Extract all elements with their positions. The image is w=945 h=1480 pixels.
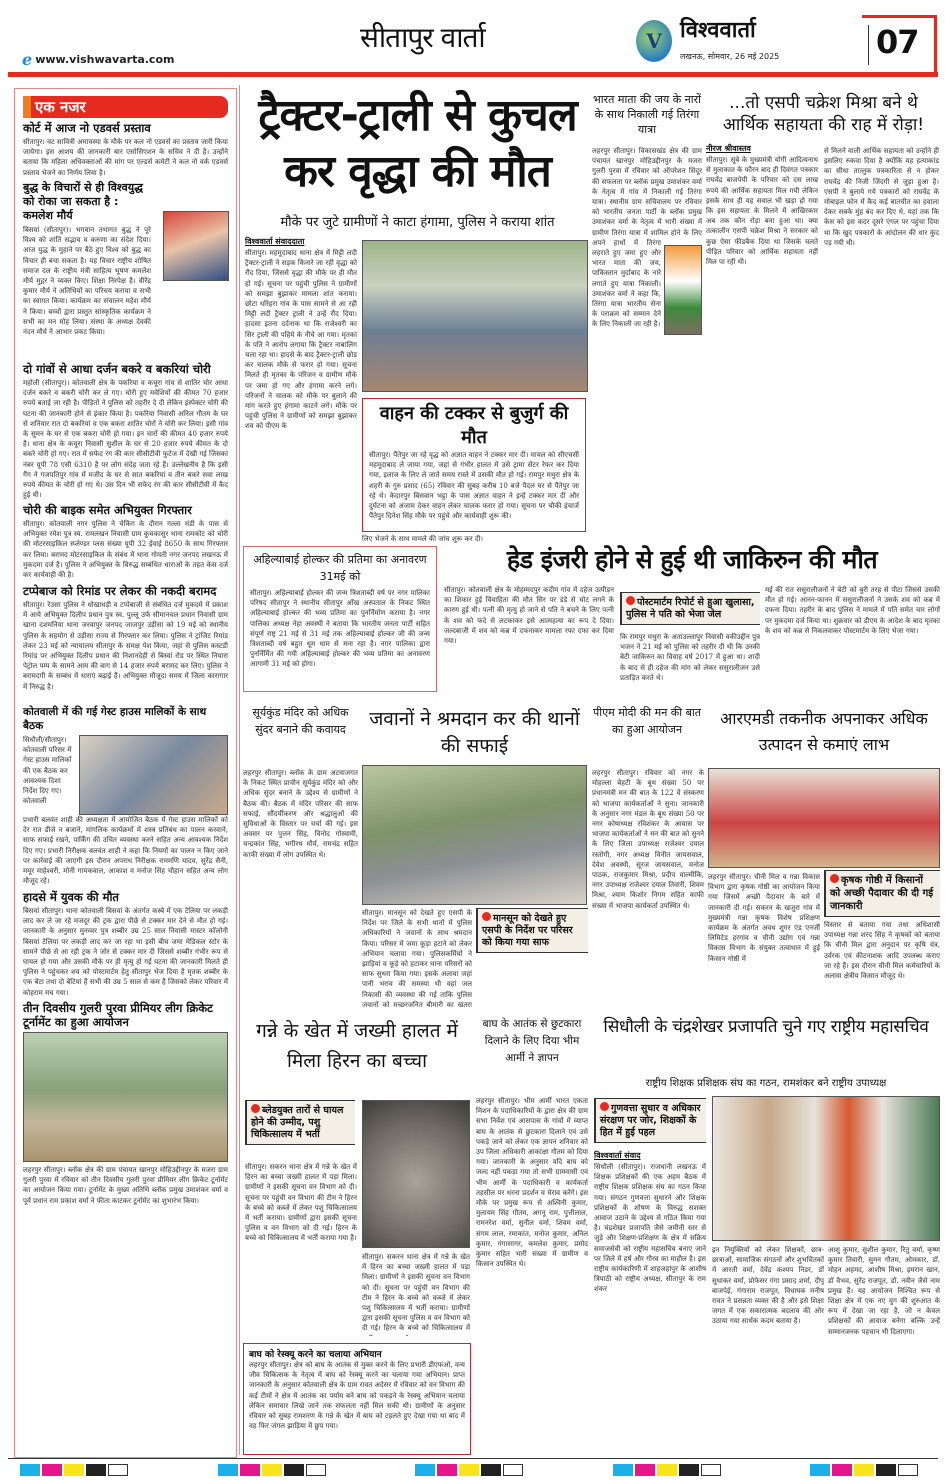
story-headline: कोर्ट में आज नो एडवर्स प्रस्ताव	[23, 121, 151, 135]
ahilya-box	[243, 546, 437, 692]
speaker-photo	[163, 211, 229, 281]
rmd-body: लहरपुर सीतापुर। चीनी मिल व गन्ना विकास विभाग द्वारा कृषक गोष्ठी का आयोजन किया गया जिसमें अच्छी पैदावार के बारे में जानकारी दी गई। सकरन के खजुरा गांव में मुख्यमंत्री गन्ना कृषक विशेष प्रशिक्षण कार्यक्रम के अंतर्गत अवध शुगर एंड एनर्जी लिमिटेड हरगांव व चीनी उद्योग एवं गन्ना विकास विभाग के संयुक्त तत्वाधान में हुई किसान गोष्ठी में	[708, 873, 820, 963]
shramdaan-headline: जवानों ने श्रमदान कर की थानों की सफाई	[369, 708, 580, 757]
ek-nazar-column	[14, 88, 237, 1458]
deer-photo	[362, 1100, 470, 1248]
cmyk-marks	[810, 1461, 920, 1480]
mann-ki-baat-headline: पीएम मोदी की मन की बात का हुआ आयोजन	[592, 706, 702, 736]
cmyk-marks	[218, 1461, 328, 1480]
tiranga-column	[592, 146, 702, 538]
sidhauli-body: सिधौली (सीतापुर)। राजधानी लखनऊ में शिक्षक प्रशिक्षकों की एक अहम बैठक में राष्ट्रीय शिक्षक प्रशिक्षक संघ का गठन किया गया। संगठन गुणवत्ता सुधारने और शिक्षक प्रशिक्षकों के शोषण के विरुद्ध सशक्त आवाज उठाने के उद्देश्य से गठित किया गया है। चंद्रशेखर प्रजापति जैसे जमीनी स्तर से जुड़े और शिक्षण-प्रशिक्षण के क्षेत्र में सक्रिय समाजसेवी को राष्ट्रीय महासचिव बनाए जाने पर जिले में हर्ष और गौरव का माहौल है। इस राष्ट्रीय कार्यकारिणी में शाहजहांपुर के आशीष त्रिपाठी को राष्ट्रीय अध्यक्ष, सीतापुर के राम शंकर	[594, 1163, 706, 1294]
rmd-body-2: विस्तार से बताया गया तथा अधिशासी उपाध्यक्ष गन्ना शरद सिंह ने कृषकों को बताया कि चीनी मिल द्वारा अनुदान पर कृषि यंत्र, उर्वरक एवं कीटनाशक आदि उपलब्ध कराए जा रहे हैं। इस दौरान चीनी मिल कर्मचारियों के अलावा क्षेत्रीय किसान मौजूद थे।	[824, 921, 940, 981]
sp-body-2: से मिलने वाली आर्थिक सहायता को उन्होंने ही इसलिए रुकवा दिया है क्योंकि यह हत्याकांड का सीधा तात्लुक पत्रकारिता से न होकर राघवेंद्र की निजी जिंदगी से जुड़ा हुआ है। एसपी ने बुलाये गये पत्रकारों को राघवेंद्र के मोबाइल फोन में कैद कई बातचीत का हवाला देकर सबके मुंह बंद कर दिए थे, यहां तक कि केस को इस कदर दूसरे एंगल पर पहुंचा दिया था कि खुद पत्रकारों के आंदोलन की धार कुंद पड़ गयी थी।	[824, 147, 939, 247]
story-headline: हादसे में युवक की मौत	[23, 890, 119, 904]
cmyk-marks	[613, 1461, 723, 1480]
tiranga-photo	[664, 245, 702, 335]
bullet-icon	[830, 874, 839, 883]
page-number: 07	[876, 23, 919, 61]
story-body: प्रभारी बलवंत शाही की अध्यक्षता में आयोजित बैठक में गेस्ट हाउस मालिकों को देर रात डीजे न बजाने, मांगलिक कार्यक्रमों में शस्त्र प्रतिबंध का पालन करवाने, साफ सफाई रखने, पार्किंग की उचित व्यवस्था करने सहित अन्य आवश्यक निर्देश दिए गए। प्रभारी निरीक्षक बलवंत शाही ने कहा कि नियमों का पालन न किए जाने पर कार्रवाई की जाएगी इस दौरान अपराध निरीक्षक राममणि यादव, सुरेंद्र सैनी, मयूर माहेश्वरी, मोनी गायकवाल, आकाश व मनोज सिंह चौहान सहित अन्य लोग मौजूद रहे।	[23, 816, 228, 886]
cricket-photo	[23, 1032, 228, 1162]
cmyk-marks	[415, 1461, 525, 1480]
highlight-text: कृषक गोष्ठी में किसानों को अच्छी पैदावार की दी गई जानकारी	[830, 875, 934, 912]
site-url[interactable]: e www.vishwavarta.com	[22, 50, 175, 69]
rmd-highlight	[824, 870, 940, 917]
felicitation-photo	[712, 1096, 940, 1241]
brand-logo: V	[636, 20, 672, 62]
boxed-story	[362, 398, 586, 532]
dateline: लखनऊ, सोमवार, 26 मई 2025	[680, 52, 780, 61]
sp-body: सीतापुर। सूबे के मुख्यमंत्री योगी आदित्यनाथ से मुलाकात के फौरन बाद ही दिवंगत पत्रकार राघवेंद्र बाजपेयी के परिवार को दस लाख रुपये की आर्थिक सहायता मिल गयी लेकिन इसके साथ ही यह सवाल भी खड़ा हो गया कि इस सहायता के मिलने में आखिरकार अब तक कौन रोड़ा बना हुआ था। क्या तत्कालीन एसपी चक्रेश मिश्रा ने सरकार को कुछ ऐसा फीडबैक दिया था जिसके चलते पीड़ित परिवार को आर्थिक सहायता नहीं मिल पा रही थी।	[706, 156, 818, 267]
rmd-headline: आरएमडी तकनीक अपनाकर अधिक उत्पादन से कमाएं लाभ	[720, 709, 928, 754]
story-headline: बुद्ध के विचारों से ही विश्वयुद्ध को रोका जा सकता है : कमलेश मौर्य	[23, 181, 143, 222]
sidhauli-headline: सिधौली के चंद्रशेखर प्रजापति चुने गए राष्ट्रीय महासचिव	[603, 1017, 929, 1037]
lead-headline: ट्रैक्टर-ट्राली से कुचल कर वृद्धा की मौत	[258, 90, 577, 197]
cmyk-marks	[20, 1461, 130, 1480]
suryakund-body: लहरपुर सीतापुर। ब्लॉक के ग्राम अटवाजगत के निकट स्थित प्राचीन सूर्यकुंड मंदिर को और अधिक सुंदर बनाने के उद्देश्य से ग्रामीणों ने बैठक की। बैठक में मंदिर परिसर की साफ सफाई, सौंदर्यीकरण और श्रद्धालुओं की सुविधाओं के विस्तार पर चर्चा की गई। इस अवसर पर पुत्तन सिंह, विनोद गोस्वामी, चन्द्रकांत सिंह, भगीरथ मौर्य, रामचंद्र सहित काफी संख्या में लोग उपस्थित थे।	[243, 769, 358, 859]
story-body: सीतापुर। वट सावित्री अमावस्या के मौके पर कल नो एडवर्स का प्रस्ताव जारी किया जायेगा। इस आशय की जानकारी बार एसोसिएशन के सचिव ने दी है। उन्होंने बताया कि महिला अधिवक्ताओं की मांग पर एल्डर्स कमेटी ने कल नो वर्क एडवर्स प्रस्ताव भेजने का निर्णय लिया है।	[23, 138, 228, 177]
mann-ki-baat-body: लहरपुर सीतापुर। रविवार को नगर के मोहल्ला बेहटी के बूथ संख्या 50 पर प्रधानमंत्री मन की बात के 122 वें संस्करण को भाजपा कार्यकर्ताओं ने सुना। जानकारी के अनुसार नगर मंडल के बूथ संख्या 50 पर नगर कोषाध्यक्ष रविशंकर के आवास पर भाजपा कार्यकर्ताओं ने मन की बात को सुनने के लिए जिला उपाध्यक्ष राजेश्वर दयाल रस्तोगी, नगर अध्यक्ष विनीत जायसवाल, देवेश अवस्थी, सूरज जायसवाल, मनोज पाठक, राजकुमार मिश्रा, प्रदीप वाल्मीकि, नगर उपाध्यक्ष राजेश्वर दयाल तिवारी, शिवम मिश्रा, श्याम किशोर निगम सहित काफी संख्या में भाजपा कार्यकर्ता उपस्थित थे।	[592, 769, 704, 910]
head-injury-headline: हेड इंजरी होने से हुई थी जाकिरुन की मौत	[506, 545, 878, 574]
header-rule	[8, 72, 938, 77]
bullet-icon	[626, 596, 635, 605]
deer-body: सीतापुर। सकरन थाना क्षेत्र में गन्ने के खेत में हिरन का बच्चा जख्मी हालत में पड़ा मिला। ग्रामीणों ने इसकी सूचना वन विभाग को दी। सूचना पर पहुंची वन विभाग की टीम ने हिरन के बच्चे को कब्जे में लेकर पशु चिकित्सालय में भर्ती कराया। ग्रामीणों द्वारा इसकी सूचना पुलिस व वन विभाग को दी गई। हिरन के बच्चे को चिकित्सालय में भर्ती कराया गया है।	[245, 1163, 357, 1243]
boxed-body: सीतापुर। पैंतेपुर जा रहे वृद्ध को अज्ञात वाहन ने टक्कर मार दी। घायल को सीएचसी महमूदाबाद ले जाया गया, जहां से गंभीर हालत में उसे ट्रामा सेंटर रेफर कर दिया गया, इलाज के लिए ले जाते समय रास्ते में उसकी मौत हो गई। रामपुर मथुरा क्षेत्र के शहरी के गुरु प्रसाद (65) रविवार की सुबह करीब 10 बजे पैदल घर से पैंतेपुर जा रहे थे। केदारपुर बिसवान भट्ठा के पास अज्ञात वाहन ने इन्हें टक्कर मार दी और दुर्घटना को अंजाम देकर वाहन लेकर चालक फरार हो गया। सूचना पर चौकी इंचार्ज पैंतेपुर दिनेश सिंह मौके पर पहुंचे और कार्यवाही शुरू की।	[369, 451, 579, 521]
farmers-meeting-photo	[708, 768, 940, 868]
highlight-text: पोस्टमार्टम रिपोर्ट से हुआ खुलासा, पुलिस ने पति को भेजा जेल	[626, 597, 755, 620]
head-injury-body-3: मई की रात ससुरालीजनों ने बेटी को बुरी तरह से पीटा जिससे उसकी मौत हो गई। आनन-फानन में ससुरालीजनों ने उसके शव को कब्र में दफना दिया। तहरीर के बाद पुलिस ने मामले में पति समेत चार लोगों पर मुकदमा दर्ज किया था। शुक्रवार को डीएम के आदेश के बाद मृतका के शव को कब्र से निकलवाकर पोस्टमार्टम के लिए भेजा गया।	[765, 586, 940, 635]
tiger-rescue-box	[243, 1343, 471, 1455]
ek-nazar-title: एक नजर	[35, 98, 86, 116]
brand-name: विश्ववार्ता	[680, 18, 756, 43]
section-title: सीतापुर वार्ता	[360, 21, 485, 54]
story-headline: टप्पेबाज को रिमांड पर लेकर की नकदी बरामद	[23, 584, 217, 598]
story-headline: तीन दिवसीय गुलरी पुरवा प्रीमियर लीग क्रिकेट टूर्नामेंट का हुआ आयोजन	[23, 1001, 213, 1029]
story-body: बिसवां सीतापुर। थाना कोतवाली बिसवां के अंतर्गत कस्बे में एक टेलिया पर लकड़ी लाद कर ले जा रहे मजदूर की ट्रक द्वारा पीछे से टक्कर मार देने से मौत हो गई। जानकारी के अनुसार मुनव्वर पुत्र शब्बीर उम्र 25 साल निवासी मास्टर कॉलोनी बिसवां टेलिया पर लकड़ी लाद कर जा रहा था इसी बीच जमा मेडिकल स्टोर के सामने पीछे से आ रही ट्रक ने जोर से टक्कर मार दी जिससे शब्बीर गंभीर रूप से घायल हो गया और उसकी मौके पर ही मृत्यु हो गई घटना की जानकारी मिलते ही पुलिस ने पहुंचकर शव को पोस्टमार्टम हेतु सीतापुर भेज दिया है मृतक शब्बीर के एक बेटा तथा दो बेटियां हैं सभी की उम्र 5 साल से कम है जिसको लेकर परिवार में कोहराम मच गया।	[23, 907, 228, 997]
tiger-rescue-headline: बाघ को रेस्क्यू करने का चलाया अभियान	[249, 1350, 382, 1360]
highlight-text: गुणवत्ता सुधार व अधिकार संरक्षण पर जोर, शिक्षकों के हित में हुई पहल	[600, 1103, 701, 1138]
deer-headline: गन्ने के खेत में जख्मी हालत में मिला हिरन का बच्चा	[256, 1020, 458, 1072]
ahilya-body: सीतापुर। अहिल्याबाई होल्कर की जन्म त्रिशताब्दी वर्ष पर नगर पालिका परिषद सीतापुर ने स्थानीय सीतापुर आँख अस्पताल के निकट स्थित अहिल्याबाई होल्कर की भव्य प्रतिमा का पुनर्निर्माण कराया है। नगर पालिका अध्यक्ष नेहा अवस्थी ने बताया कि भारतीय जनता पार्टी सहित संपूर्ण राष्ट्र 21 मई से 31 मई तक अहिल्याबाई होल्कर जी की जन्म त्रिशताब्दी वर्ष बहुत धूम धाम से मना रहा है। नगर पालिका द्वारा पुनर्निर्मित की गयी अहिल्याबाई होल्कर की भव्य प्रतिमा का अनावरण आगामी 31 मई को होगा।	[250, 589, 430, 669]
deer-highlight	[245, 1100, 355, 1145]
head-injury-body-2: कि रामपुर मथुरा के अताउल्लापुर निवासी वकीउद्दीन पुत्र भजन ने 21 मई को पुलिस को तहरीर दी थी कि उनकी बेटी जाकिरुन का विवाह वर्ष 2017 में हुआ था। शादी के बाद से ही दहेज की मांग को लेकर ससुरालीजन उसे प्रताड़ित करते थे।	[620, 633, 760, 682]
page-divider	[868, 25, 869, 65]
sp-byline: नीरज श्रीवास्तव	[706, 144, 751, 153]
head-injury-body: सीतापुर। कोतवाली क्षेत्र के मोहम्मदपुर कदीम गांव में दहेज उत्पीड़न का शिकार हुई विवाहिता की मौत सिर पर डंडे से चोट लगने के कारण हुई थी। पत्नी की मृत्यु हो जाने से पति ने बचने के लिए पत्नी के शव को फंदे से लटकाकर इसे आत्महत्या का रूप दे दिया। जल्दबाजी में शव को कब्र में दफनाकर मामला रफा दफा कर दिया गया।	[444, 586, 614, 646]
sidhauli-body-2: इन नियुक्तियों को लेकर शिक्षकों, छात्र-छात्राओं, सामाजिक संगठनों और शुभचिंतकों में आरती वर्मा, देवेंद्र कश्यप निडर, डॉ सुधाकर वर्मा, प्रोफेसर गंगा प्रसाद शर्मा, दीपू बाजपेई, गंगाराम राजपूत, विधायक मनीष रावत ने प्रसन्नता व्यक्त की है और इसे शिक्षा जगत में एक सकारात्मक बदलाव की ओर उठाया गया सार्थक कदम बताया है।	[712, 1246, 824, 1326]
deer-body-2: सीतापुर। सकरन थाना क्षेत्र में गन्ने के खेत में हिरन का बच्चा जख्मी हालत में पड़ा मिला। ग्रामीणों ने इसकी सूचना वन विभाग को दी। सूचना पर पहुंची वन विभाग की टीम ने हिरन के बच्चे को कब्जे में लेकर पशु चिकित्सालय में भर्ती कराया। ग्रामीणों द्वारा इसकी सूचना पुलिस व वन विभाग को दी गई। हिरन के बच्चे को चिकित्सालय में	[362, 1253, 470, 1333]
bullet-icon	[251, 1104, 260, 1113]
browser-e-icon: e	[22, 50, 33, 69]
villagers-photo	[362, 240, 588, 392]
head-injury-highlight	[620, 592, 760, 625]
suryakund-headline: सूर्यकुंड मंदिर को अधिक सुंदर बनाने की कवायद	[252, 706, 349, 736]
ahilya-headline: अहिल्याबाई होल्कर की प्रतिमा का अनावरण 31मई को	[253, 553, 427, 583]
tiranga-headline: भारत माता की जय के नारों के साथ निकाली गई तिरंगा यात्रा	[593, 93, 701, 136]
sidhauli-byline: विश्ववार्ता संवाद	[594, 1151, 641, 1160]
boxed-headline: वाहन की टक्कर से बुजुर्ग की मौत	[379, 403, 569, 448]
story-headline: चोरी की बाइक समेत अभियुक्त गिरफ्तार	[23, 503, 192, 517]
lead-byline: विश्ववार्ता संवाददाता	[245, 237, 305, 246]
highlight-text: ब्लेडयुक्त तारों से घायल होने की उम्मीद, पशु चिकित्सालय में भर्ती	[251, 1105, 344, 1140]
story-headline: दो गांवों से आधा दर्जन बकरे व बकरियां चोरी	[23, 362, 211, 376]
tiger-rescue-body: लहरपुर सीतापुर। क्षेत्र को बाघ के आतंक से मुक्त करने के लिए प्रभारी डीएफओ, वन्य जीव चिकित्सक के नेतृत्व में बाघ को रेस्क्यू करने का चलाया गया अभियान। प्राप्त जानकारी के अनुसार कोतवाली क्षेत्र के ग्राम रावत अदेसर में रविवार को वन विभाग की कई टीमों ने क्षेत्र में आतंक का पर्याय बने बाघ को पकड़ने के रेस्क्यू अभियान चलाया लेकिन समाचार लिखे जाने तक सफलता नहीं मिल सकी थी। ग्रामीणों के अनुसार रविवार को सुबह रामशरण के गन्ने के खेत में बाघ को टहलते हुए देखा गया था बाद में वह फिर जंगल झाड़िया में छुप गया।	[249, 1361, 465, 1431]
story-body: लहरपुर सीतापुर। ब्लॉक क्षेत्र की ग्राम पंचायत खानपुर मोहिउद्दीनपुर के मजरा ग्राम गुलरी पुरवा में रविवार को तीन दिवसीय गुलरी पुरवा प्रीमियर लीग क्रिकेट टूर्नामेंट का आयोजन किया गया। टूर्नामेंट के मुख्य अतिथि ब्लॉक प्रमुख उमाशंकर वर्मा व पूर्व प्रधान राम प्रकाश वर्मा ने फीता काटकर टूर्नामेंट का शुभारंभ किया।	[23, 1166, 228, 1205]
bottom-rule	[8, 1458, 938, 1459]
column-rule	[239, 85, 240, 1455]
sp-headline: ...तो एसपी चक्रेश मिश्रा बने थे आर्थिक सहायता की राह में रोड़ा!	[722, 93, 925, 135]
shramdaan-body: सीतापुर। मानसून को देखते हुए एसपी के निर्देश पर जिले के सभी थानों में पुलिस अधिकारियों ने जवानों के साथ श्रमदान किया। परिसर में जमा कूड़ा हटाने को लेकर अभियान चलाया गया। पुलिसकर्मियों ने झाड़ियां व कूड़े को हटाकर थाना परिसरों को साफ सुथरा किया गया। इसके अलावा जहां पानी भराव की समस्या थी वहां जल निकासी की व्यवस्था की गई ताकि पुलिस जवानों को मच्छरजनित बीमारी का खतरा	[362, 909, 472, 1008]
sidhauli-body-3: आशु कुमार, सुशील कुमार, रितु वर्मा, कृष्ण कुमार तिवारी, सुमन गौतम, ओमकार, डॉ. मोहन अहमद, आशीष मिश्रा, इमरान खान, डॉ वैभव, सुरेंद्र राजपूत, डॉ. नवीन जैसे नाम प्रमुख हैं। यह आयोजन निश्चित रूप से शिक्षा क्षेत्र में एक नए युग की शुरुआत के रूप में देखा जा रहा है, जो न केवल प्रशिक्षकों की आवाज बनेगा बल्कि उन्हें सम्मानजनक पहचान भी दिलाएगा।	[828, 1246, 940, 1336]
bullet-icon	[600, 1102, 609, 1111]
bullet-icon	[482, 912, 491, 921]
lead-body-end: लिए भेजने के साथ मामले की जांच शुरू कर दी।	[362, 535, 484, 543]
ek-nazar-banner	[23, 96, 228, 118]
highlight-text: मानसून को देखते हुए एसपी के निर्देश पर परिसर को किया गया साफ	[482, 913, 573, 948]
shramdaan-highlight	[476, 908, 588, 953]
sidhauli-subheadline: राष्ट्रीय शिक्षक प्रशिक्षक संघ का गठन, रामशंकर बने राष्ट्रीय उपाध्यक्ष	[645, 1078, 887, 1089]
bheem-army-headline: बाघ के आतंक से छुटकारा दिलाने के लिए दिया भीम आर्मी ने ज्ञापन	[482, 1018, 582, 1064]
story-headline: कोतवाली में की गई गेस्ट हाउस मालिकों के साथ बैठक	[23, 706, 207, 732]
lead-subheadline: मौके पर जुटे ग्रामीणों ने काटा हंगामा, पुलिस ने कराया शांत	[280, 215, 555, 230]
meeting-photo	[79, 735, 228, 815]
story-body: सीतापुर। कोतवाली नगर पुलिस ने चेकिंग के दौरान गल्ला मंडी के पास से अभियुक्त रमेश पुत्र स्व. रामलखन निवासी ग्राम कुचकासुर थाना रामकोट को चोरी की मोटरसाइकिल स्प्लेण्डर प्लस संख्या यूपी 32 ईवाई 8650 के साथ गिरफ्तार कर लिया। बरामद मोटरसाइकिल के संबंध में थाना गोमती नगर जनपद लखनऊ में मुकदमा दर्ज है। पुलिस ने अभियुक्त के विरुद्ध सम्बंधित धाराओं के तहत केस दर्ज कर कार्यवाही की है।	[23, 520, 228, 580]
story-body: सीतापुर। रेउसा पुलिस ने धोखाधड़ी व टप्पेबाजी से संबंधित दर्ज मुकदमे में प्रकाश में आये अभियुक्त दिलीप प्रधान पुत्र स्व. पुल्लू उर्फ सीमानचल प्रधान निवासी ग्राम खाना दशमनिया थाना जरवापुर जनपद जाजपुर उड़ीसा को 19 मई को स्थानीय पुलिस के सहयोग से उड़ीसा राज्य से गिरफ्तार कर लिया। पुलिस ने ट्रांजिट रिमांड लेकर 23 मई को न्यायालय सीतापुर के समक्ष पेश किया, जहां से पुलिस कस्टडी रिमांड पर अभियुक्त दिलीप प्रधान की निशानदेही से बिस्वां रोड पर स्थित नियारा पेट्रोल पम्प के सामने आम की बाग से 14 हजार रुपये बरामद कर लिए। पुलिस ने बरामदगी के सम्बंध में धाराएं बढ़ाई हैं। अभियुक्त मौजूदा समय में जिला कारागार में निरुद्ध है।	[23, 601, 228, 691]
lead-body: सीतापुर। महमूदाबाद थाना क्षेत्र में मिट्टी लदी ट्रैक्टर-ट्राली ने सड़क किनारे जा रही वृद्धा को रौंद दिया, जिससे वृद्धा की मौके पर ही मौत हो गई। सूचना पर पहुंची पुलिस ने ग्रामीणों को समझा बुझाकर मामला शांत कराया। छोटा धरिहरा गांव के पास सामने से आ रही मिट्टी लदी ट्रैक्टर ट्राली ने उन्हें रौंद दिया। हादसा इतना दर्दनाक था कि राजेश्वरी का सिर ट्राली की पहिये के नीचे आ गया। मृतका के पति ने आरोप लगाया कि ट्रैक्टर नाबालिग चला रहा था। हादसे के बाद ट्रैक्टर-ट्राली छोड़ कर चालक मौके से फरार हो गया। सूचना मिलते ही मृतका के परिजन व ग्रामीण मौके पर जमा हो गए और हंगामा करने लगे। परिजनों ने चालक को मौके पर बुलाने की मांग करते हुए हंगामा काटने लगे। मौके पर पहुंची पुलिस ने ग्रामीणों को समझा बुझाकर शव को पीएम के	[245, 249, 357, 431]
bheem-army-body: लहरपुर सीतापुर। भीम आर्मी भारत एकता मिशन के पदाधिकारियों के द्वारा क्षेत्र की ग्राम सभा निर्वेश एवं आसपास के गांवों में व्याप्त बाघ के आतंक से छुटकारा दिलाने एवं उसे पकड़े जाने को लेकर एक ज्ञापन शनिवार को उप जिला अधिकारी आकांक्षा गौतम को दिया गया। जानकारी के अनुसार यदि बाघ को जल्द नहीं पकड़ा गया तो सभी ग्रामवासी एवं भीम आर्मी के पदाधिकारी व कार्यकर्ता तहसील पर धरना प्रदर्शन व घेराव करेंगे। इस मौके पर प्रमुख रूप से अश्विनी कुमार, मुलायम सिंह गौतम, अगनू राम, पुत्तीलाल, रामनरेश वर्मा, सुनील वर्मा, शिवम वर्मा, संगम लाल, रमाकांत, मनोज कुमार, अनिल कुमार, गंगासागर, कमलेश कुमार, प्रमोद कुमार सहित भारी संख्या में ग्रामीण व किसान उपस्थित थे।	[476, 1097, 588, 1269]
story-body: सिधौली/सीतापुर। कोतवाली परिसर में गेस्ट हाउस मालिकों की एक बैठक कर आवश्यक दिशा निर्देश दिए गए। कोतवाली	[23, 736, 72, 806]
cleaning-photo	[362, 765, 587, 905]
story-body: महोली (सीतापुर)। कोतवाली क्षेत्र के पकरिया व कचूरा गांव से शातिर चोर आधा दर्जन बकरे व बकरी चोरी कर ले गए। चोरी हुए मवेशियों की कीमत 70 हजार रुपये बताई जा रही है। पीड़ितों ने पुलिस को तहरीर दे दी लेकिन इंस्पेक्टर चोरी की घटना की जानकारी होने से इंकार किया है। पकरिया निवासी अनिल गौतम के घर से शनिवार रात दो बकरियां व एक बकरा शातिर चोरों ने चोरी कर लिया। इसी गांव के सुमन के घर से एक बकरा चोरी हो गया। इन चारों की कीमत 40 हजार रुपये है। थाना क्षेत्र के कचूरा निवासी सुशील के घर से 20 हजार रुपये कीमत के दो बकरे चोरी हो गए। रात में सफेद रंग की कार सीसीटीवी फुटेज में देखी गई जिसका नंबर यूपी 78 एसी 6310 है पर लोग संदेह जता रहे हैं। उल्लेखनीय है कि इसी गैंग ने गजपतिपुर गांव में मजीद के घर से सात बकरियां व तीन बकरे सवा लाख रुपये कीमत के चोरी हो गए थे। उस दिन भी सफेद रंग की कार सीसीटीवी में कैद हुई थी।	[23, 379, 228, 500]
color-registration-bar	[20, 1461, 920, 1480]
sidhauli-highlight	[594, 1098, 706, 1143]
tiranga-body: लहरपुर सीतापुर। विकासखंड क्षेत्र की ग्राम पंचायत खानपुर मोहिउद्दीनपुर के मजरा गुलरी पुरवा में रविवार को ऑपरेशन सिंदूर की सफलता पर ब्लॉक प्रमुख उमाशंकर वर्मा के नेतृत्व में गांव में निकाली गई तिरंगा यात्रा। स्थानीय ग्राम सचिवालय पर रविवार को भारतीय जनता पार्टी के ब्लॉक प्रमुख उमाशंकर वर्मा के नेतृत्व में भारी संख्या में ग्रामीण तिरंगा यात्रा में शामिल होने के लिए अपने हाथों में तिरंगा लहराते हुए जमा हुए और भारत माता की जय, पाकिस्तान मुर्दाबाद के नारे लगाते हुए यात्रा निकाली। उमाशंकर वर्मा ने कहा कि, तिरंगा यात्रा भारतीय सेना के पराक्रम को सम्मान देने के लिए निकाली जा रही है।	[592, 147, 702, 329]
story-body: बिसवां (सीतापुर)। भगवान तथागत बुद्ध ने पूरे विश्व को शांति सद्भाव व करुणा का संदेश दिया। आज युद्ध के मुहाने पर बैठे हुए विश्व को बुद्ध का विचार ही बचा सकता है। यह विचार राष्ट्रीय शोषित समाज दल के राष्ट्रीय मंत्री साहित्य भूषण कमलेश मौर्य मुद्गर ने व्यक्त किए। शिक्षा निरपेक्ष है। वीरेंद्र कुमार मौर्य ने अतिथियों का परिचय कराया व सभी का स्वागत किया। कार्यक्रम का संचालन महेश मौर्य ने किया। बच्चों द्वारा प्रस्तुत सांस्कृतिक कार्यक्रम ने सभी का मन मोह लिया। संस्था के अध्यक्ष देवकी नंदन मौर्य ने आभार प्रकट किया।	[23, 226, 151, 337]
